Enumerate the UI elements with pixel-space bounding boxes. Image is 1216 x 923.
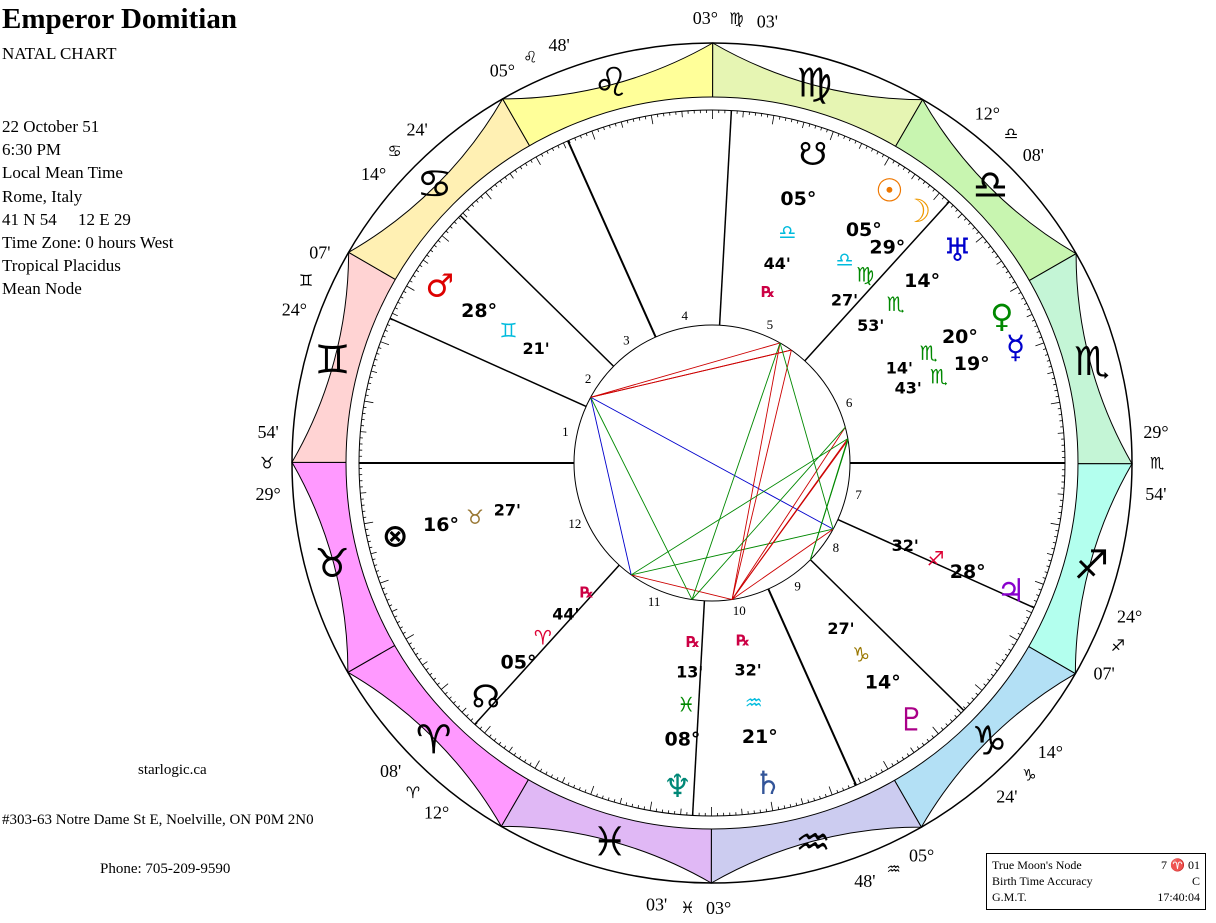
node-icon: ☊ [471, 677, 501, 716]
cusp-minute: 24' [406, 119, 428, 140]
degree-tick [682, 111, 683, 117]
cusp-sign-icon: ♋ [387, 141, 402, 161]
jupiter-icon: ♃ [996, 571, 1026, 610]
zodiac-sign-icon: ♊ [314, 337, 351, 384]
mercury-sign-icon: ♏ [930, 364, 948, 389]
table-label: Birth Time Accuracy [992, 874, 1093, 888]
zodiac-sign-icon: ♌ [593, 60, 629, 107]
saturn-sign-icon: ♒ [744, 690, 763, 715]
uranus-icon: ♅ [943, 231, 972, 270]
zodiac-sign-icon: ♎ [972, 162, 1009, 209]
mercury-minute: 43' [894, 378, 922, 398]
table-value: C [1191, 874, 1200, 888]
table-label: True Moon's Node [992, 858, 1082, 872]
cusp-degree: 14° [361, 163, 387, 184]
chart-title: Emperor Domitian [2, 3, 237, 35]
cusp-minute: 03' [756, 11, 779, 32]
south-node-degree: 05° [780, 187, 817, 210]
birth-date: 22 October 51 [2, 117, 100, 136]
node-type: Mean Node [2, 279, 82, 299]
cusp-minute: 54' [257, 421, 279, 442]
cusp-sign-icon: ♎ [1003, 123, 1019, 143]
house-number: 7 [855, 486, 862, 502]
degree-tick [1056, 396, 1059, 397]
cusp-degree: 12° [974, 103, 1000, 124]
house-number: 8 [832, 540, 840, 556]
cusp-degree: 05° [489, 60, 516, 81]
mercury-degree: 19° [953, 352, 990, 375]
house-number: 5 [766, 317, 774, 333]
pluto-minute: 27' [827, 619, 855, 639]
house-number: 9 [794, 578, 801, 594]
house-number: 3 [623, 332, 630, 348]
jupiter-degree: 28° [949, 561, 986, 584]
cusp-degree: 24° [1117, 606, 1143, 627]
house-number: 6 [845, 394, 853, 410]
cusp-degree: 14° [1037, 742, 1063, 763]
fortune-degree: 16° [423, 514, 459, 537]
degree-tick [1055, 530, 1058, 531]
zodiac-sign-icon: ♑ [971, 718, 1008, 765]
cusp-minute: 03' [645, 894, 668, 915]
zodiac-sign-icon: ♏ [1073, 338, 1110, 385]
neptune-minute: 13' [676, 662, 704, 682]
saturn-icon: ♄ [753, 764, 783, 803]
cusp-degree: 03° [692, 8, 719, 29]
cusp-minute: 54' [1145, 484, 1167, 505]
degree-tick [1058, 494, 1064, 495]
house-number: 11 [647, 593, 661, 609]
degree-tick [779, 117, 780, 120]
cusp-sign-icon: ♏ [1149, 453, 1165, 473]
neptune-retrograde-icon: ℞ [686, 632, 700, 651]
birth-time: 6:30 PM [2, 140, 62, 160]
cusp-minute: 07' [1093, 663, 1115, 684]
sun-degree: 05° [845, 219, 882, 242]
time-zone: Time Zone: 0 hours West [2, 233, 174, 253]
node-degree: 05° [500, 651, 537, 674]
coordinates: 41 N 54 12 E 29 [2, 209, 131, 229]
birth-place: Rome, Italy [2, 186, 83, 206]
cusp-minute: 07' [309, 242, 331, 263]
node-sign-icon: ♈ [533, 625, 552, 650]
cusp-sign-icon: ♊ [298, 271, 314, 291]
jupiter-minute: 32' [891, 535, 919, 555]
degree-tick [644, 806, 645, 809]
house-number: 4 [681, 307, 688, 323]
cusp-degree: 24° [281, 299, 307, 320]
saturn-degree: 21° [741, 725, 778, 748]
neptune-sign-icon: ♓ [677, 692, 696, 717]
house-number: 2 [584, 370, 592, 386]
time-type: Local Mean Time [2, 163, 123, 183]
mercury-icon: ☿ [1005, 328, 1026, 367]
mars-sign-icon: ♊ [499, 318, 518, 343]
south-node-icon: ☋ [798, 135, 828, 174]
pluto-icon: ♇ [897, 700, 926, 739]
cusp-sign-icon: ♐ [1110, 635, 1126, 655]
house-system: Tropical Placidus [2, 256, 121, 276]
venus-sign-icon: ♏ [919, 341, 938, 366]
zodiac-sign-icon: ♓ [591, 819, 628, 866]
uranus-minute: 53' [857, 316, 885, 336]
cusp-sign-icon: ♍ [729, 9, 744, 29]
cusp-degree: 03° [705, 897, 732, 918]
cusp-minute: 48' [548, 35, 570, 56]
cusp-minute: 08' [1022, 145, 1044, 166]
degree-tick [742, 809, 743, 815]
south-node-minute: 44' [763, 253, 791, 273]
node-minute: 44' [552, 604, 580, 624]
cusp-sign-icon: ♑ [1022, 765, 1037, 785]
sun-icon: ☉ [875, 171, 904, 210]
phone-text: Phone: 705-209-9590 [100, 861, 231, 877]
fortune-sign-icon: ♉ [466, 505, 485, 530]
zodiac-sign-icon: ♉ [314, 541, 351, 588]
moon-sign-icon: ♍ [856, 262, 875, 287]
degree-tick [360, 493, 366, 494]
fortune-minute: 27' [493, 500, 521, 520]
cusp-degree: 29° [1143, 421, 1169, 442]
address-text: #303-63 Notre Dame St E, Noelville, ON P0M 2N0 [2, 812, 314, 828]
degree-tick [365, 529, 368, 530]
mars-minute: 21' [522, 338, 550, 358]
chart-subtitle: NATAL CHART [2, 44, 117, 63]
house-number: 12 [568, 516, 582, 532]
pluto-degree: 14° [864, 671, 901, 694]
saturn-retrograde-icon: ℞ [736, 631, 750, 650]
cusp-minute: 08' [380, 760, 402, 781]
cusp-degree: 29° [255, 484, 281, 505]
pluto-sign-icon: ♑ [852, 642, 871, 667]
degree-tick [645, 116, 646, 119]
table-value: 7 ♈ 01 [1161, 858, 1200, 872]
venus-degree: 20° [941, 326, 978, 349]
node-retrograde-icon: ℞ [580, 583, 594, 602]
degree-tick [743, 111, 744, 117]
cusp-sign-icon: ♉ [259, 453, 275, 473]
degree-tick [1058, 433, 1064, 434]
south-node-retrograde-icon: ℞ [761, 282, 775, 301]
neptune-degree: 08° [664, 728, 701, 751]
venus-icon: ♀ [990, 296, 1014, 335]
website-text: starlogic.ca [138, 762, 207, 778]
moon-minute: 27' [830, 290, 859, 310]
mars-degree: 28° [461, 300, 498, 323]
cusp-minute: 24' [996, 786, 1018, 807]
uranus-degree: 14° [904, 269, 941, 292]
zodiac-sign-icon: ♒ [795, 819, 831, 866]
cusp-minute: 48' [854, 870, 876, 891]
south-node-sign-icon: ♎ [778, 220, 797, 245]
degree-tick [681, 809, 682, 815]
cusp-degree: 12° [424, 802, 450, 823]
house-number: 1 [562, 424, 569, 440]
cusp-degree: 05° [908, 845, 935, 866]
fortune-icon: ⊗ [381, 516, 409, 555]
zodiac-sign-icon: ♐ [1073, 542, 1110, 589]
table-label: G.M.T. [992, 890, 1027, 904]
saturn-minute: 32' [734, 660, 762, 680]
table-value: 17:40:04 [1157, 890, 1200, 904]
degree-tick [778, 807, 779, 810]
cusp-sign-icon: ♌ [523, 47, 538, 67]
neptune-icon: ♆ [663, 767, 692, 806]
venus-minute: 14' [885, 358, 913, 378]
moon-degree: 29° [869, 236, 906, 259]
zodiac-sign-icon: ♋ [416, 161, 453, 208]
sun-sign-icon: ♎ [835, 247, 854, 272]
zodiac-sign-icon: ♈ [415, 717, 452, 764]
cusp-sign-icon: ♒ [886, 859, 901, 879]
moon-icon: ☽ [902, 191, 932, 230]
zodiac-sign-icon: ♍ [796, 60, 833, 107]
jupiter-sign-icon: ♐ [926, 546, 945, 571]
uranus-sign-icon: ♏ [886, 291, 905, 316]
cusp-sign-icon: ♈ [405, 783, 421, 803]
degree-tick [360, 432, 366, 433]
degree-tick [366, 395, 369, 396]
mars-icon: ♂ [425, 266, 455, 305]
house-number: 10 [732, 603, 746, 619]
cusp-sign-icon: ♓ [680, 897, 695, 917]
